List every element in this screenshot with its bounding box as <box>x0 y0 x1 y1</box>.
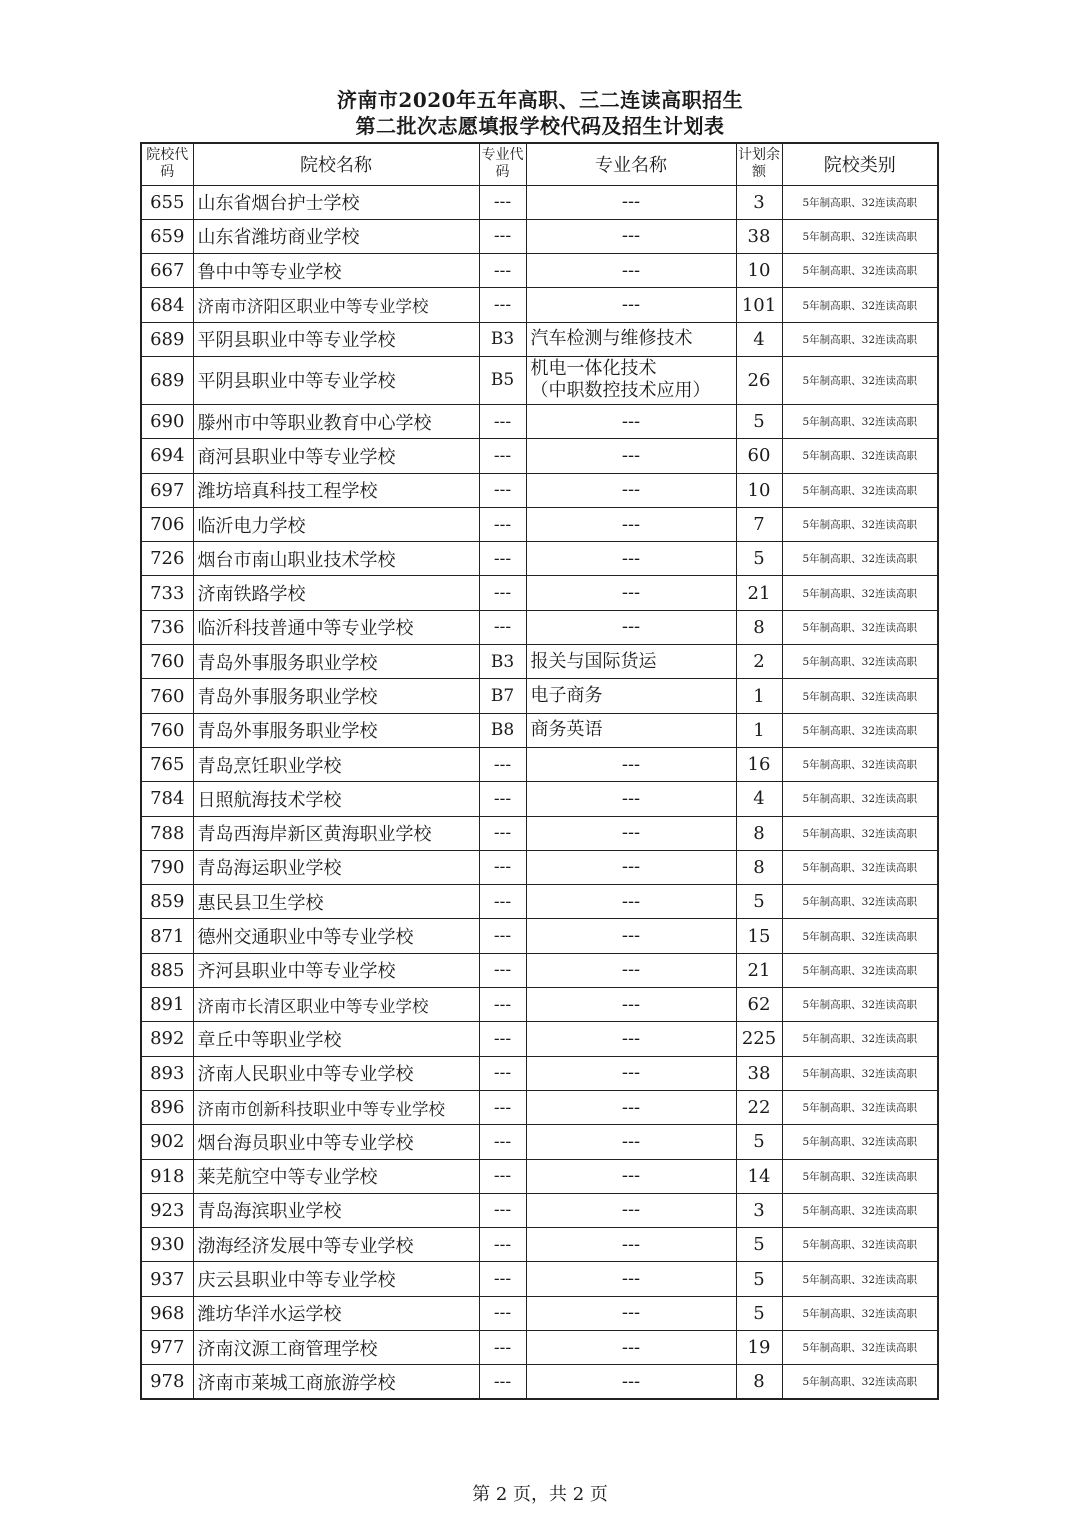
table-row <box>141 988 938 1022</box>
school-code-cell: 859 <box>141 885 193 919</box>
major-code-cell: --- <box>479 1125 526 1159</box>
page-footer: 第 2 页，共 2 页 <box>472 1484 608 1505</box>
major-code-cell: --- <box>479 782 526 816</box>
major-code-cell: --- <box>479 1228 526 1262</box>
header-major-code: 专业代码 <box>479 143 526 185</box>
table-row <box>141 1331 938 1365</box>
table-row <box>141 679 938 713</box>
header-quota: 计划余额 <box>736 143 782 185</box>
school-name-cell: 临沂科技普通中等专业学校 <box>193 610 479 644</box>
school-code-cell: 684 <box>141 288 193 322</box>
school-code-cell: 726 <box>141 542 193 576</box>
school-name-cell: 青岛海滨职业学校 <box>193 1193 479 1227</box>
major-name-cell: --- <box>526 1125 736 1159</box>
major-code-cell: --- <box>479 219 526 253</box>
table-row <box>141 645 938 679</box>
major-code-cell: --- <box>479 185 526 219</box>
school-code-cell: 885 <box>141 953 193 987</box>
major-code-cell: --- <box>479 1296 526 1330</box>
quota-cell: 10 <box>736 254 782 288</box>
table-row <box>141 1125 938 1159</box>
major-name-cell: --- <box>526 1159 736 1193</box>
major-name-line2: （中职数控技术应用） <box>530 380 711 402</box>
major-name-cell: --- <box>526 988 736 1022</box>
major-name-cell: 电子商务 <box>526 679 736 713</box>
school-code-cell: 891 <box>141 988 193 1022</box>
school-code-cell: 893 <box>141 1056 193 1090</box>
major-code-cell: --- <box>479 747 526 781</box>
major-name-cell: --- <box>526 816 736 850</box>
school-name-cell: 济南铁路学校 <box>193 576 479 610</box>
table-row <box>141 542 938 576</box>
school-code-cell: 902 <box>141 1125 193 1159</box>
school-name-cell: 烟台市南山职业技术学校 <box>193 542 479 576</box>
school-name-cell: 商河县职业中等专业学校 <box>193 439 479 473</box>
school-name-cell: 鲁中中等专业学校 <box>193 254 479 288</box>
quota-cell: 8 <box>736 816 782 850</box>
school-code-cell: 690 <box>141 404 193 438</box>
category-cell: 5年制高职、32连读高职 <box>782 507 938 541</box>
table-row <box>141 1056 938 1090</box>
table-row <box>141 1365 938 1399</box>
major-code-cell: B3 <box>479 322 526 356</box>
category-cell: 5年制高职、32连读高职 <box>782 356 938 404</box>
quota-cell: 19 <box>736 1331 782 1365</box>
quota-cell: 62 <box>736 988 782 1022</box>
major-name-cell <box>526 356 736 404</box>
school-code-cell: 937 <box>141 1262 193 1296</box>
quota-cell: 3 <box>736 1193 782 1227</box>
category-cell: 5年制高职、32连读高职 <box>782 988 938 1022</box>
category-cell: 5年制高职、32连读高职 <box>782 185 938 219</box>
school-name-cell: 济南市长清区职业中等专业学校 <box>193 988 479 1022</box>
major-code-cell: --- <box>479 953 526 987</box>
category-cell: 5年制高职、32连读高职 <box>782 1022 938 1056</box>
school-name-cell: 济南汶源工商管理学校 <box>193 1331 479 1365</box>
quota-cell: 4 <box>736 782 782 816</box>
major-name-cell: 报关与国际货运 <box>526 645 736 679</box>
quota-cell: 1 <box>736 679 782 713</box>
major-name-cell: --- <box>526 1193 736 1227</box>
table-row <box>141 885 938 919</box>
quota-cell: 5 <box>736 404 782 438</box>
table-row <box>141 1262 938 1296</box>
school-name-cell: 齐河县职业中等专业学校 <box>193 953 479 987</box>
school-name-cell: 济南市莱城工商旅游学校 <box>193 1365 479 1399</box>
major-name-cell: --- <box>526 1262 736 1296</box>
school-name-cell: 济南市创新科技职业中等专业学校 <box>193 1090 479 1124</box>
category-cell: 5年制高职、32连读高职 <box>782 679 938 713</box>
quota-cell: 60 <box>736 439 782 473</box>
category-cell: 5年制高职、32连读高职 <box>782 1056 938 1090</box>
quota-cell: 5 <box>736 542 782 576</box>
category-cell: 5年制高职、32连读高职 <box>782 1262 938 1296</box>
quota-cell: 5 <box>736 885 782 919</box>
document-title-line1: 济南市2020年五年高职、三二连读高职招生 <box>336 88 744 112</box>
table-row <box>141 404 938 438</box>
major-name-cell: --- <box>526 1022 736 1056</box>
category-cell: 5年制高职、32连读高职 <box>782 542 938 576</box>
major-code-cell: B3 <box>479 645 526 679</box>
major-code-cell: --- <box>479 988 526 1022</box>
table-row <box>141 288 938 322</box>
category-cell: 5年制高职、32连读高职 <box>782 713 938 747</box>
category-cell: 5年制高职、32连读高职 <box>782 1296 938 1330</box>
table-row <box>141 322 938 356</box>
school-name-cell: 章丘中等职业学校 <box>193 1022 479 1056</box>
quota-cell: 5 <box>736 1296 782 1330</box>
category-cell: 5年制高职、32连读高职 <box>782 747 938 781</box>
major-name-cell: --- <box>526 404 736 438</box>
school-code-cell: 667 <box>141 254 193 288</box>
school-name-cell: 青岛烹饪职业学校 <box>193 747 479 781</box>
quota-cell: 2 <box>736 645 782 679</box>
major-name-cell: --- <box>526 185 736 219</box>
school-code-cell: 760 <box>141 645 193 679</box>
major-name-cell: --- <box>526 1331 736 1365</box>
major-code-cell: --- <box>479 1331 526 1365</box>
school-name-cell: 青岛外事服务职业学校 <box>193 713 479 747</box>
table-row <box>141 1159 938 1193</box>
major-code-cell: --- <box>479 1262 526 1296</box>
table-row <box>141 713 938 747</box>
major-name-cell: --- <box>526 1296 736 1330</box>
major-code-cell: --- <box>479 473 526 507</box>
school-code-cell: 790 <box>141 850 193 884</box>
table-body <box>141 185 938 1399</box>
school-name-cell: 济南人民职业中等专业学校 <box>193 1056 479 1090</box>
category-cell: 5年制高职、32连读高职 <box>782 404 938 438</box>
major-name-cell: --- <box>526 1056 736 1090</box>
quota-cell: 15 <box>736 919 782 953</box>
quota-cell: 10 <box>736 473 782 507</box>
category-cell: 5年制高职、32连读高职 <box>782 1331 938 1365</box>
table-row <box>141 1193 938 1227</box>
school-code-cell: 978 <box>141 1365 193 1399</box>
school-name-cell: 青岛西海岸新区黄海职业学校 <box>193 816 479 850</box>
category-cell: 5年制高职、32连读高职 <box>782 288 938 322</box>
category-cell: 5年制高职、32连读高职 <box>782 610 938 644</box>
quota-cell: 8 <box>736 610 782 644</box>
quota-cell: 8 <box>736 1365 782 1399</box>
school-code-cell: 788 <box>141 816 193 850</box>
school-code-cell: 968 <box>141 1296 193 1330</box>
school-name-cell: 青岛外事服务职业学校 <box>193 679 479 713</box>
table-row <box>141 219 938 253</box>
school-code-cell: 918 <box>141 1159 193 1193</box>
school-code-cell: 659 <box>141 219 193 253</box>
table-row <box>141 439 938 473</box>
major-name-line1: 机电一体化技术 <box>530 358 657 380</box>
school-name-cell: 烟台海员职业中等专业学校 <box>193 1125 479 1159</box>
quota-cell: 22 <box>736 1090 782 1124</box>
school-name-cell: 青岛海运职业学校 <box>193 850 479 884</box>
major-code-cell: --- <box>479 1365 526 1399</box>
school-name-cell: 莱芜航空中等专业学校 <box>193 1159 479 1193</box>
school-name-cell: 潍坊培真科技工程学校 <box>193 473 479 507</box>
category-cell: 5年制高职、32连读高职 <box>782 645 938 679</box>
quota-cell: 8 <box>736 850 782 884</box>
quota-cell: 38 <box>736 1056 782 1090</box>
school-code-cell: 765 <box>141 747 193 781</box>
category-cell: 5年制高职、32连读高职 <box>782 219 938 253</box>
quota-cell: 38 <box>736 219 782 253</box>
header-major-name: 专业名称 <box>526 143 736 185</box>
major-name-cell: --- <box>526 507 736 541</box>
major-code-cell: --- <box>479 254 526 288</box>
major-name-cell: --- <box>526 439 736 473</box>
category-cell: 5年制高职、32连读高职 <box>782 1228 938 1262</box>
major-code-cell: --- <box>479 576 526 610</box>
school-code-cell: 760 <box>141 713 193 747</box>
quota-cell: 101 <box>736 288 782 322</box>
category-cell: 5年制高职、32连读高职 <box>782 816 938 850</box>
category-cell: 5年制高职、32连读高职 <box>782 919 938 953</box>
category-cell: 5年制高职、32连读高职 <box>782 439 938 473</box>
enrollment-table <box>140 142 939 1400</box>
quota-cell: 5 <box>736 1125 782 1159</box>
category-cell: 5年制高职、32连读高职 <box>782 254 938 288</box>
school-code-cell: 706 <box>141 507 193 541</box>
quota-cell: 21 <box>736 953 782 987</box>
table-row <box>141 507 938 541</box>
school-name-cell: 平阴县职业中等专业学校 <box>193 356 479 404</box>
quota-cell: 26 <box>736 356 782 404</box>
major-code-cell: --- <box>479 1090 526 1124</box>
table-row <box>141 576 938 610</box>
header-school-code: 院校代码 <box>141 143 193 185</box>
table-row <box>141 919 938 953</box>
major-name-cell: --- <box>526 473 736 507</box>
major-name-cell: --- <box>526 953 736 987</box>
major-name-cell: --- <box>526 782 736 816</box>
major-name-cell: --- <box>526 850 736 884</box>
school-code-cell: 736 <box>141 610 193 644</box>
major-name-cell: --- <box>526 885 736 919</box>
quota-cell: 7 <box>736 507 782 541</box>
school-name-cell: 青岛外事服务职业学校 <box>193 645 479 679</box>
quota-cell: 225 <box>736 1022 782 1056</box>
school-code-cell: 655 <box>141 185 193 219</box>
category-cell: 5年制高职、32连读高职 <box>782 1090 938 1124</box>
major-code-cell: B8 <box>479 713 526 747</box>
school-code-cell: 930 <box>141 1228 193 1262</box>
major-code-cell: --- <box>479 1056 526 1090</box>
category-cell: 5年制高职、32连读高职 <box>782 782 938 816</box>
school-name-cell: 渤海经济发展中等专业学校 <box>193 1228 479 1262</box>
major-name-cell: 商务英语 <box>526 713 736 747</box>
major-name-cell: --- <box>526 576 736 610</box>
school-name-cell: 惠民县卫生学校 <box>193 885 479 919</box>
table-row <box>141 953 938 987</box>
table-row <box>141 747 938 781</box>
major-name-cell: --- <box>526 542 736 576</box>
major-name-cell: --- <box>526 1365 736 1399</box>
category-cell: 5年制高职、32连读高职 <box>782 576 938 610</box>
school-code-cell: 697 <box>141 473 193 507</box>
major-code-cell: --- <box>479 288 526 322</box>
school-code-cell: 892 <box>141 1022 193 1056</box>
table-header-row <box>141 143 938 185</box>
category-cell: 5年制高职、32连读高职 <box>782 885 938 919</box>
school-code-cell: 689 <box>141 356 193 404</box>
category-cell: 5年制高职、32连读高职 <box>782 473 938 507</box>
major-code-cell: B7 <box>479 679 526 713</box>
school-code-cell: 694 <box>141 439 193 473</box>
table-row <box>141 254 938 288</box>
header-category: 院校类别 <box>782 143 938 185</box>
major-code-cell: --- <box>479 439 526 473</box>
major-code-cell: --- <box>479 850 526 884</box>
quota-cell: 5 <box>736 1228 782 1262</box>
school-name-cell: 平阴县职业中等专业学校 <box>193 322 479 356</box>
school-code-cell: 871 <box>141 919 193 953</box>
school-code-cell: 784 <box>141 782 193 816</box>
major-code-cell: --- <box>479 885 526 919</box>
table-row <box>141 356 938 404</box>
school-name-cell: 山东省烟台护士学校 <box>193 185 479 219</box>
major-name-cell: --- <box>526 610 736 644</box>
major-code-cell: --- <box>479 816 526 850</box>
category-cell: 5年制高职、32连读高职 <box>782 1365 938 1399</box>
school-name-cell: 潍坊华洋水运学校 <box>193 1296 479 1330</box>
table-row <box>141 1022 938 1056</box>
school-name-cell: 德州交通职业中等专业学校 <box>193 919 479 953</box>
table-row <box>141 610 938 644</box>
school-code-cell: 733 <box>141 576 193 610</box>
category-cell: 5年制高职、32连读高职 <box>782 1193 938 1227</box>
school-code-cell: 923 <box>141 1193 193 1227</box>
table-row <box>141 1090 938 1124</box>
table-row <box>141 850 938 884</box>
school-code-cell: 896 <box>141 1090 193 1124</box>
document-title-line2: 第二批次志愿填报学校代码及招生计划表 <box>355 114 725 138</box>
quota-cell: 4 <box>736 322 782 356</box>
quota-cell: 3 <box>736 185 782 219</box>
category-cell: 5年制高职、32连读高职 <box>782 953 938 987</box>
table-row <box>141 473 938 507</box>
major-code-cell: --- <box>479 919 526 953</box>
quota-cell: 1 <box>736 713 782 747</box>
table-row <box>141 816 938 850</box>
quota-cell: 14 <box>736 1159 782 1193</box>
quota-cell: 5 <box>736 1262 782 1296</box>
major-name-cell: --- <box>526 254 736 288</box>
school-name-cell: 滕州市中等职业教育中心学校 <box>193 404 479 438</box>
major-code-cell: B5 <box>479 356 526 404</box>
major-name-cell: --- <box>526 747 736 781</box>
major-code-cell: --- <box>479 507 526 541</box>
school-name-cell: 山东省潍坊商业学校 <box>193 219 479 253</box>
school-name-cell: 庆云县职业中等专业学校 <box>193 1262 479 1296</box>
major-name-cell: --- <box>526 1228 736 1262</box>
header-school-name: 院校名称 <box>193 143 479 185</box>
major-name-cell: --- <box>526 1090 736 1124</box>
school-code-cell: 689 <box>141 322 193 356</box>
major-name-cell: 汽车检测与维修技术 <box>526 322 736 356</box>
major-code-cell: --- <box>479 404 526 438</box>
quota-cell: 16 <box>736 747 782 781</box>
table-row <box>141 1296 938 1330</box>
major-code-cell: --- <box>479 1022 526 1056</box>
table-row <box>141 1228 938 1262</box>
major-name-cell: --- <box>526 919 736 953</box>
major-code-cell: --- <box>479 1159 526 1193</box>
major-name-cell: --- <box>526 219 736 253</box>
major-code-cell: --- <box>479 610 526 644</box>
category-cell: 5年制高职、32连读高职 <box>782 322 938 356</box>
school-name-cell: 临沂电力学校 <box>193 507 479 541</box>
major-code-cell: --- <box>479 1193 526 1227</box>
school-code-cell: 760 <box>141 679 193 713</box>
major-name-cell: --- <box>526 288 736 322</box>
table-row <box>141 185 938 219</box>
category-cell: 5年制高职、32连读高职 <box>782 1159 938 1193</box>
school-code-cell: 977 <box>141 1331 193 1365</box>
category-cell: 5年制高职、32连读高职 <box>782 1125 938 1159</box>
category-cell: 5年制高职、32连读高职 <box>782 850 938 884</box>
school-name-cell: 日照航海技术学校 <box>193 782 479 816</box>
school-name-cell: 济南市济阳区职业中等专业学校 <box>193 288 479 322</box>
major-code-cell: --- <box>479 542 526 576</box>
quota-cell: 21 <box>736 576 782 610</box>
table-row <box>141 782 938 816</box>
